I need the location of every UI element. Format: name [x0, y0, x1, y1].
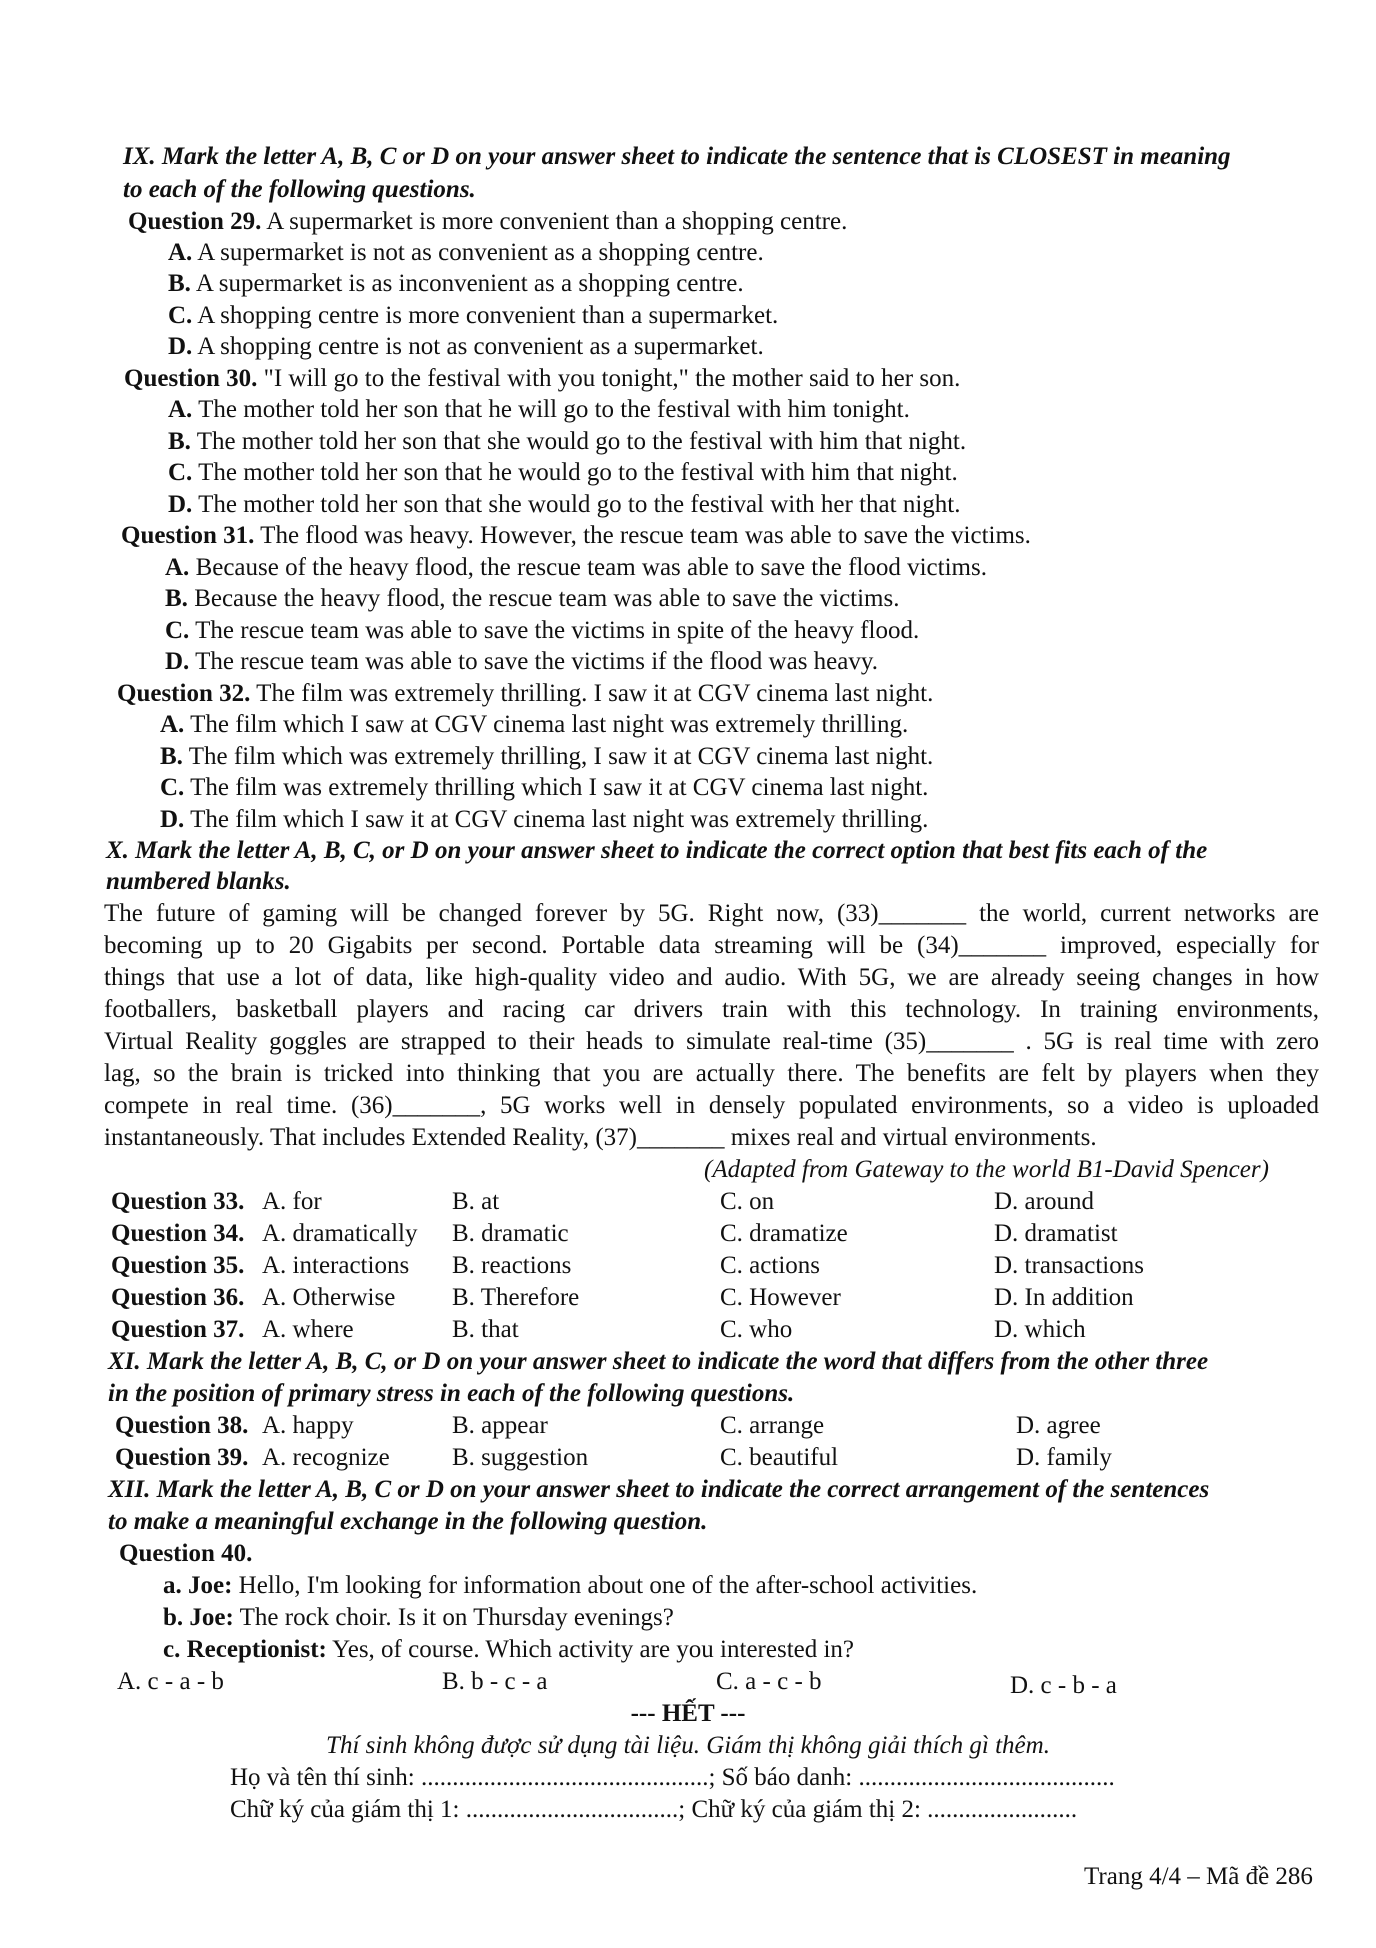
- option-letter: A.: [160, 711, 185, 738]
- option-30d: [168, 490, 960, 520]
- section-ix-heading-line2: to each of the following questions.: [123, 176, 476, 203]
- option-36c: C. However: [720, 1284, 841, 1311]
- option-35d: D. transactions: [994, 1252, 1144, 1279]
- option-30a: [168, 395, 910, 425]
- question-label: Question 29.: [128, 208, 262, 235]
- option-30b: [168, 427, 966, 457]
- section-x-heading-line2: numbered blanks.: [106, 868, 291, 895]
- option-33d: D. around: [994, 1188, 1094, 1215]
- passage-line: lag, so the brain is tricked into thinking that you are actually there. The benefits are felt by players when they: [104, 1060, 1319, 1087]
- passage-source: (Adapted from Gateway to the world B1-David Spencer): [704, 1156, 1269, 1183]
- option-34b: B. dramatic: [452, 1220, 569, 1247]
- option-40b: B. b - c - a: [442, 1668, 548, 1695]
- option-37b: B. that: [452, 1316, 519, 1343]
- section-xi-heading-line2: in the position of primary stress in each of the following questions.: [108, 1380, 795, 1407]
- option-38b: B. appear: [452, 1412, 548, 1439]
- option-letter: C.: [160, 774, 185, 801]
- option-letter: D.: [160, 806, 185, 833]
- end-mark: --- HẾT ---: [630, 1700, 746, 1727]
- question-35-label: Question 35.: [111, 1252, 245, 1279]
- option-38a: A. happy: [262, 1412, 354, 1439]
- option-text: Because the heavy flood, the rescue team was able to save the victims.: [194, 585, 900, 612]
- option-29c: [168, 301, 778, 331]
- option-39c: C. beautiful: [720, 1444, 839, 1471]
- option-text: A shopping centre is more convenient than a supermarket.: [197, 302, 779, 329]
- question-label: Question 32.: [117, 680, 251, 707]
- option-letter: B.: [168, 270, 191, 297]
- question-33-label: Question 33.: [111, 1188, 245, 1215]
- question-38-label: Question 38.: [115, 1412, 249, 1439]
- option-30c: [168, 458, 958, 488]
- option-letter: C.: [168, 302, 193, 329]
- option-40a: A. c - a - b: [117, 1668, 224, 1695]
- option-letter: A.: [165, 554, 190, 581]
- option-34c: C. dramatize: [720, 1220, 848, 1247]
- question-34-label: Question 34.: [111, 1220, 245, 1247]
- option-letter: B.: [168, 428, 191, 455]
- passage-line: instantaneously. That includes Extended Reality, (37)_______ mixes real and virtual environments.: [104, 1124, 1097, 1151]
- page-info: Trang 4/4 – Mã đề 286: [1084, 1863, 1313, 1890]
- option-text: The film which I saw at CGV cinema last night was extremely thrilling.: [190, 711, 909, 738]
- option-39b: B. suggestion: [452, 1444, 589, 1471]
- question-stem: The flood was heavy. However, the rescue team was able to save the victims.: [260, 522, 1031, 549]
- option-32d: [160, 805, 928, 835]
- section-xi-heading-line1: XI. Mark the letter A, B, C, or D on your answer sheet to indicate the word that differs from the other three: [108, 1348, 1209, 1375]
- question-30: [124, 364, 960, 394]
- option-letter: C.: [168, 459, 193, 486]
- option-text: A shopping centre is not as convenient as a supermarket.: [197, 333, 764, 360]
- passage-line: footballers, basketball players and racing car drivers train with this technology. In training environments,: [104, 996, 1319, 1023]
- question-label: Question 31.: [121, 522, 255, 549]
- option-37d: D. which: [994, 1316, 1086, 1343]
- option-31b: [165, 584, 900, 614]
- option-letter: D.: [168, 491, 193, 518]
- option-33b: B. at: [452, 1188, 500, 1215]
- passage-line: becoming up to 20 Gigabits per second. Portable data streaming will be (34)_______ improved, especially for: [104, 932, 1319, 959]
- option-40d: D. c - b - a: [1010, 1672, 1117, 1699]
- option-text: The mother told her son that he would go to the festival with him that night.: [198, 459, 958, 486]
- question-label: Question 30.: [124, 365, 258, 392]
- question-37-label: Question 37.: [111, 1316, 245, 1343]
- option-text: The rescue team was able to save the victims in spite of the heavy flood.: [195, 617, 920, 644]
- option-letter: C.: [165, 617, 190, 644]
- question-29: [128, 207, 847, 237]
- option-32a: [160, 710, 908, 740]
- option-33a: A. for: [262, 1188, 322, 1215]
- option-38d: D. agree: [1016, 1412, 1101, 1439]
- exam-note: Thí sinh không được sử dụng tài liệu. Giám thị không giải thích gì thêm.: [326, 1732, 1050, 1759]
- speaker-tag: a. Joe:: [163, 1572, 233, 1599]
- option-34a: A. dramatically: [262, 1220, 418, 1247]
- question-40-label: Question 40.: [119, 1540, 253, 1567]
- option-letter: A.: [168, 239, 193, 266]
- option-text: The film which I saw it at CGV cinema last night was extremely thrilling.: [190, 806, 929, 833]
- speaker-tag: c. Receptionist:: [163, 1636, 327, 1663]
- option-35c: C. actions: [720, 1252, 820, 1279]
- question-stem: The film was extremely thrilling. I saw it at CGV cinema last night.: [256, 680, 934, 707]
- option-29b: [168, 269, 744, 299]
- proctor-signature-line: Chữ ký của giám thị 1: ..................................; Chữ ký của giám thị 2: ........................: [230, 1796, 1078, 1823]
- option-37a: A. where: [262, 1316, 354, 1343]
- dialogue-text: Hello, I'm looking for information about one of the after-school activities.: [238, 1572, 978, 1599]
- section-x-heading-line1: X. Mark the letter A, B, C, or D on your answer sheet to indicate the correct option that best fits each of the: [106, 837, 1208, 864]
- option-29d: [168, 332, 764, 362]
- passage-line: The future of gaming will be changed forever by 5G. Right now, (33)_______ the world, current networks are: [104, 900, 1319, 927]
- option-32c: [160, 773, 928, 803]
- question-36-label: Question 36.: [111, 1284, 245, 1311]
- section-ix-heading-line1: IX. Mark the letter A, B, C or D on your answer sheet to indicate the sentence that is CLOSEST in meaning: [123, 143, 1231, 170]
- question-39-label: Question 39.: [115, 1444, 249, 1471]
- option-letter: B.: [165, 585, 188, 612]
- option-text: The mother told her son that she would go to the festival with him that night.: [196, 428, 967, 455]
- question-stem: A supermarket is more convenient than a shopping centre.: [266, 208, 848, 235]
- option-text: Because of the heavy flood, the rescue team was able to save the flood victims.: [195, 554, 987, 581]
- passage-line: Virtual Reality goggles are strapped to their heads to simulate real-time (35)_______ . 5G is real time with zero: [104, 1028, 1319, 1055]
- option-31d: [165, 647, 878, 677]
- option-37c: C. who: [720, 1316, 793, 1343]
- option-letter: D.: [165, 648, 190, 675]
- option-36d: D. In addition: [994, 1284, 1134, 1311]
- candidate-info-line: Họ và tên thí sinh: ..............................................; Số báo danh: .........................................: [230, 1764, 1115, 1791]
- option-35b: B. reactions: [452, 1252, 572, 1279]
- option-text: The rescue team was able to save the victims if the flood was heavy.: [195, 648, 878, 675]
- option-33c: C. on: [720, 1188, 775, 1215]
- passage-line: things that use a lot of data, like high-quality video and audio. With 5G, we are already seeing changes in how: [104, 964, 1319, 991]
- option-34d: D. dramatist: [994, 1220, 1118, 1247]
- option-32b: [160, 742, 933, 772]
- option-text: The mother told her son that he will go to the festival with him tonight.: [198, 396, 910, 423]
- option-36b: B. Therefore: [452, 1284, 580, 1311]
- section-xii-heading-line1: XII. Mark the letter A, B, C or D on your answer sheet to indicate the correct arrangement of the sentences: [108, 1476, 1210, 1503]
- speaker-tag: b. Joe:: [163, 1604, 234, 1631]
- option-text: A supermarket is not as convenient as a shopping centre.: [197, 239, 764, 266]
- question-stem: "I will go to the festival with you tonight," the mother said to her son.: [263, 365, 961, 392]
- option-40c: C. a - c - b: [716, 1668, 822, 1695]
- dialogue-line-b: [163, 1603, 674, 1633]
- option-38c: C. arrange: [720, 1412, 825, 1439]
- option-text: The film which was extremely thrilling, I saw it at CGV cinema last night.: [188, 743, 934, 770]
- option-31a: [165, 553, 987, 583]
- option-35a: A. interactions: [262, 1252, 410, 1279]
- option-29a: [168, 238, 764, 268]
- question-31: [121, 521, 1031, 551]
- option-text: The mother told her son that she would go to the festival with her that night.: [198, 491, 961, 518]
- section-xii-heading-line2: to make a meaningful exchange in the following question.: [108, 1508, 708, 1535]
- option-letter: D.: [168, 333, 193, 360]
- option-36a: A. Otherwise: [262, 1284, 396, 1311]
- question-32: [117, 679, 933, 709]
- passage-line: compete in real time. (36)_______, 5G works well in densely populated environments, so a video is uploaded: [104, 1092, 1319, 1119]
- option-39a: A. recognize: [262, 1444, 390, 1471]
- dialogue-line-a: [163, 1571, 977, 1601]
- option-text: The film was extremely thrilling which I saw it at CGV cinema last night.: [190, 774, 929, 801]
- dialogue-text: The rock choir. Is it on Thursday evenings?: [239, 1604, 674, 1631]
- dialogue-line-c: [163, 1635, 854, 1665]
- option-39d: D. family: [1016, 1444, 1112, 1471]
- option-31c: [165, 616, 919, 646]
- dialogue-text: Yes, of course. Which activity are you interested in?: [332, 1636, 855, 1663]
- option-letter: A.: [168, 396, 193, 423]
- option-text: A supermarket is as inconvenient as a shopping centre.: [195, 270, 744, 297]
- option-letter: B.: [160, 743, 183, 770]
